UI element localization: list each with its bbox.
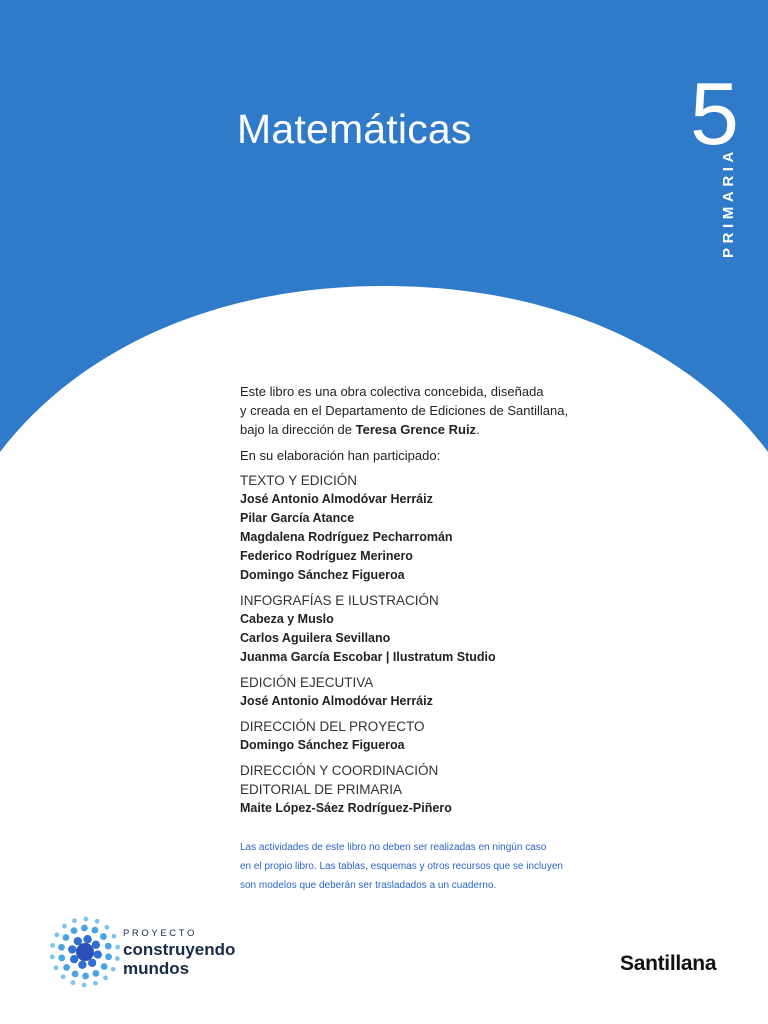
contributor-name: Cabeza y Muslo [240, 612, 334, 626]
logo-dot [115, 956, 120, 961]
section-heading: EDICIÓN EJECUTIVA [240, 675, 374, 690]
section-heading: DIRECCIÓN DEL PROYECTO [240, 719, 425, 734]
usage-note [240, 838, 570, 895]
credits-block [240, 382, 580, 818]
logo-dot [100, 933, 107, 940]
logo-dot [115, 945, 120, 950]
contributor-name: José Antonio Almodóvar Herráiz [240, 492, 433, 506]
credit-section [240, 673, 580, 711]
intro-line-3-prefix: bajo la dirección de [240, 422, 356, 437]
logo-dot [103, 975, 108, 980]
logo-kicker: PROYECTO [123, 928, 197, 939]
logo-dot [92, 941, 100, 949]
logo-dot [68, 945, 76, 953]
intro-line-1: Este libro es una obra colectiva concebida, diseñada [240, 384, 544, 399]
logo-dot [50, 955, 55, 960]
section-heading: INFOGRAFÍAS E ILUSTRACIÓN [240, 593, 439, 608]
credit-section [240, 761, 580, 818]
logo-dot [83, 935, 91, 943]
logo-dot [105, 953, 112, 960]
contributor-name: Maite López-Sáez Rodríguez-Piñero [240, 801, 452, 815]
logo-dot [88, 959, 96, 967]
section-heading: DIRECCIÓN Y COORDINACIÓN EDITORIAL DE PRIMARIA [240, 763, 439, 797]
contributor-name: Juanma García Escobar | Ilustratum Studio [240, 650, 496, 664]
logo-dot [105, 943, 112, 950]
contributor-name: Federico Rodríguez Merinero [240, 549, 413, 563]
contributor-name: Domingo Sánchez Figueroa [240, 568, 405, 582]
logo-dot [94, 950, 102, 958]
logo-dot [83, 917, 88, 922]
contributor-name: Domingo Sánchez Figueroa [240, 738, 405, 752]
intro-line-2: y creada en el Departamento de Ediciones de Santillana, [240, 403, 569, 418]
contributor-name: Carlos Aguilera Sevillano [240, 631, 391, 645]
logo-dot [95, 919, 100, 924]
logo-dot [72, 918, 77, 923]
director-name: Teresa Grence Ruiz [355, 422, 477, 437]
level-label: PRIMARIA [720, 147, 737, 258]
logo-dot [104, 925, 109, 930]
logo-dot [72, 970, 79, 977]
note-line-2: en el propio libro. Las tablas, esquemas y otros recursos que se incluyen [240, 861, 563, 872]
note-line-3: son modelos que deberán ser trasladados a un cuaderno. [240, 880, 497, 891]
credit-section [240, 591, 580, 667]
credit-section [240, 471, 580, 585]
logo-dot [63, 964, 70, 971]
logo-dot [81, 925, 88, 932]
logo-dot [78, 961, 86, 969]
logo-dot [101, 963, 108, 970]
participated-label: En su elaboración han participado: [240, 448, 441, 463]
logo-dot [71, 980, 76, 985]
logo-dot [91, 927, 98, 934]
credit-section [240, 717, 580, 755]
logo-word-1: construyendo [123, 940, 236, 959]
logo-dot [82, 983, 87, 988]
logo-dot [111, 967, 116, 972]
logo-dot [58, 944, 65, 951]
logo-dot [58, 955, 65, 962]
intro-line-3-suffix: . [476, 422, 480, 437]
logo-dot [62, 924, 67, 929]
contributor-name: Pilar García Atance [240, 511, 355, 525]
logo-dot [61, 974, 66, 979]
logo-dot [112, 934, 117, 939]
logo-dot [54, 965, 59, 970]
logo-dot [50, 943, 55, 948]
logo-dot [70, 955, 78, 963]
publisher-logo: Santillana [620, 952, 717, 975]
logo-dot [62, 934, 69, 941]
grade-number: 5 [690, 64, 739, 163]
logo-dot [93, 981, 98, 986]
logo-word-2: mundos [123, 959, 190, 978]
note-line-1: Las actividades de este libro no deben ser realizadas en ningún caso [240, 842, 547, 853]
contributor-name: José Antonio Almodóvar Herráiz [240, 694, 433, 708]
logo-dot [93, 970, 100, 977]
book-title: Matemáticas [237, 106, 472, 152]
logo-dot [82, 973, 89, 980]
logo-dot [71, 927, 78, 934]
construyendo-mundos-logo-icon [50, 916, 120, 988]
contributor-name: Magdalena Rodríguez Pecharromán [240, 530, 453, 544]
intro-text [240, 382, 580, 439]
credit-sections [240, 471, 580, 818]
logo-dot [54, 932, 59, 937]
logo-dot [76, 943, 94, 961]
project-logo-text [123, 928, 235, 978]
section-heading: TEXTO Y EDICIÓN [240, 473, 358, 488]
logo-dot [74, 937, 82, 945]
